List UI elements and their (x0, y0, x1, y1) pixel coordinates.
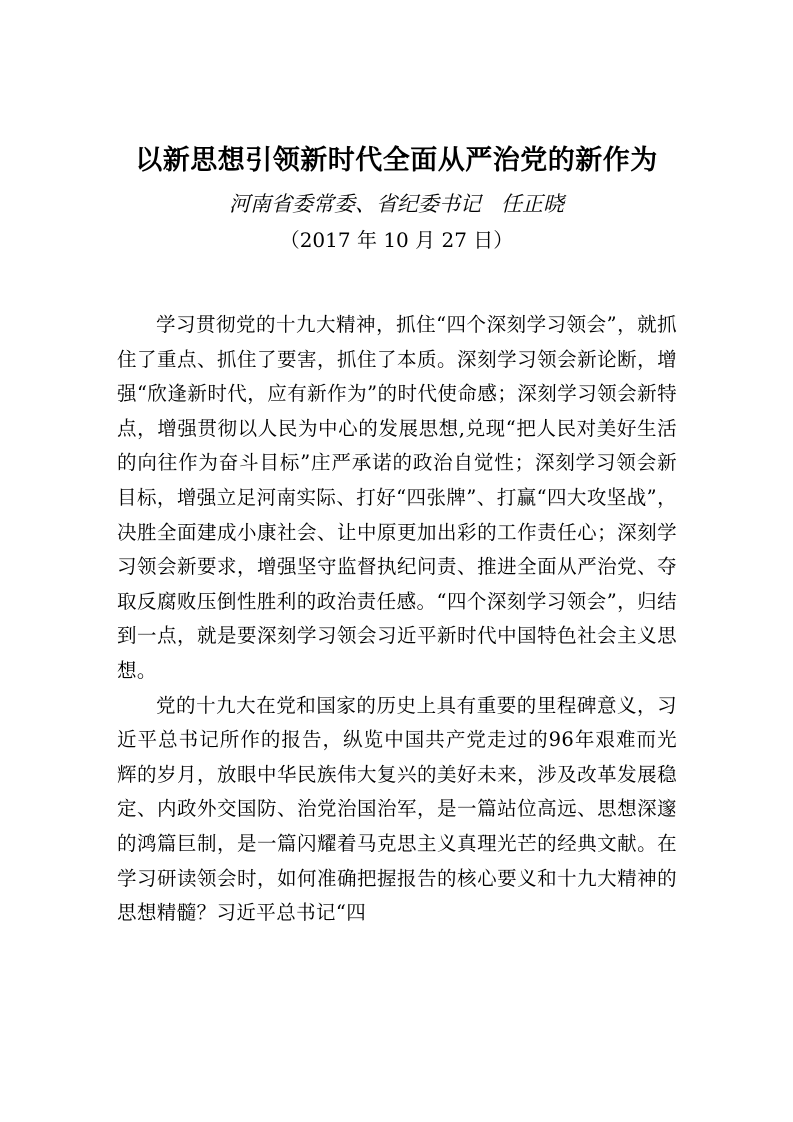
body-paragraph-2: 党的十九大在党和国家的历史上具有重要的里程碑意义，习近平总书记所作的报告，纵览中国共产党走过的96年艰难而光辉的岁月，放眼中华民族伟大复兴的美好未来，涉及改革发展稳定、内政外交国防、治党治国治军，是一篇站位高远、思想深邃的鸿篇巨制，是一篇闪耀着马克思主义真理光芒的经典文献。在学习研读领会时，如何准确把握报告的核心要义和十九大精神的思想精髓？习近平总书记“四 (117, 693, 677, 925)
document-title: 以新思想引领新时代全面从严治党的新作为 (135, 145, 658, 176)
body-paragraph-1: 学习贯彻党的十九大精神，抓住“四个深刻学习领会”，就抓住了重点、抓住了要害，抓住了本质。深刻学习领会新论断，增强“欣逢新时代，应有新作为”的时代使命感；深刻学习领会新特点，增强贯彻以人民为中心的发展思想,兑现“把人民对美好生活的向往作为奋斗目标”庄严承诺的政治自觉性；深刻学习领会新目标，增强立足河南实际、打好“四张牌”、打赢“四大攻坚战”，决胜全面建成小康社会、让中原更加出彩的工作责任心；深刻学习领会新要求，增强坚守监督执纪问责、推进全面从严治党、夺取反腐败压倒性胜利的政治责任感。“四个深刻学习领会”，归结到一点，就是要深刻学习领会习近平新时代中国特色社会主义思想。 (117, 313, 677, 682)
document-body (117, 308, 677, 931)
document-author: 河南省委常委、省纪委书记 任正晓 (228, 192, 565, 216)
document-date: （2017 年 10 月 27 日） (279, 228, 514, 252)
